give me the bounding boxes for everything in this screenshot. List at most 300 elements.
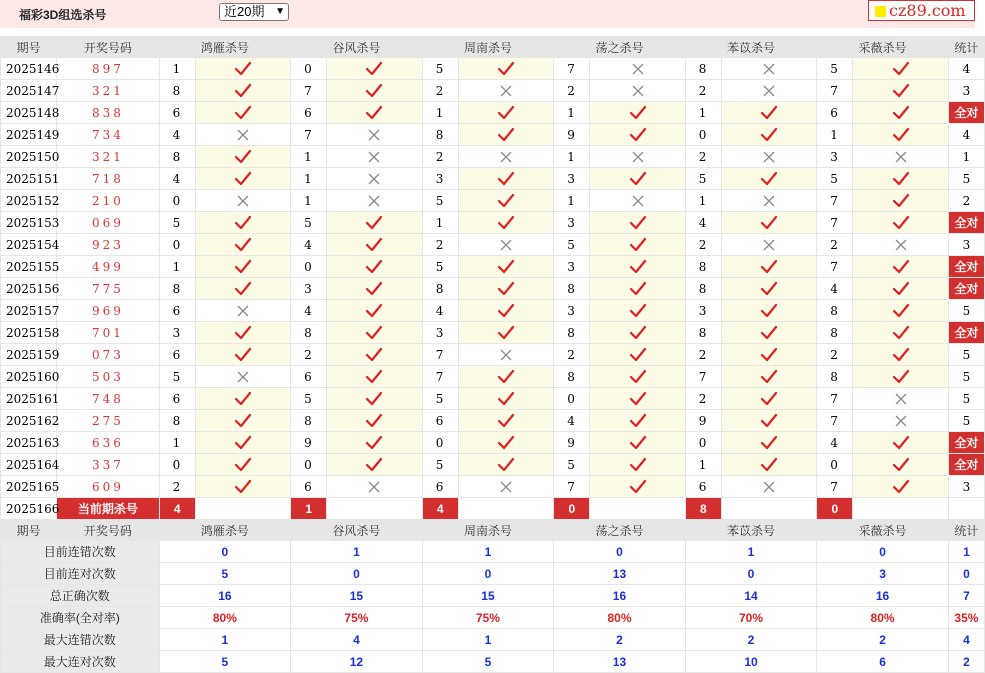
summary-stat: 7 — [948, 585, 984, 607]
kill-number: 3 — [554, 256, 590, 278]
check-icon — [327, 344, 422, 366]
cross-icon — [590, 190, 685, 212]
summary-label: 最大连对次数 — [1, 651, 160, 673]
check-icon — [721, 278, 816, 300]
kill-number: 1 — [159, 256, 195, 278]
summary-value: 1 — [422, 629, 554, 651]
summary-value: 80% — [817, 607, 949, 629]
table-row — [1, 102, 985, 124]
check-icon — [195, 322, 290, 344]
table-row — [1, 454, 985, 476]
stat-cell: 4 — [948, 124, 984, 146]
cross-icon — [721, 80, 816, 102]
check-icon — [853, 102, 948, 124]
check-icon — [853, 212, 948, 234]
empty-cell — [458, 498, 553, 520]
check-icon — [853, 124, 948, 146]
check-icon — [195, 388, 290, 410]
kill-number: 7 — [554, 58, 590, 80]
kill-number: 0 — [291, 454, 327, 476]
draw-number: 775 — [57, 278, 159, 300]
col-draw: 开奖号码 — [57, 520, 159, 541]
kill-number: 9 — [554, 124, 590, 146]
summary-value: 13 — [554, 563, 686, 585]
draw-number: 969 — [57, 300, 159, 322]
kill-number: 4 — [159, 124, 195, 146]
check-icon — [721, 256, 816, 278]
summary-stat: 1 — [948, 541, 984, 563]
summary-value: 5 — [422, 651, 554, 673]
cross-icon — [195, 124, 290, 146]
kill-number: 0 — [291, 58, 327, 80]
table-row — [1, 256, 985, 278]
issue-cell: 2025162 — [1, 410, 57, 432]
summary-stat: 4 — [948, 629, 984, 651]
cross-icon — [195, 190, 290, 212]
current-kill-number: 4 — [159, 498, 195, 520]
draw-number: 321 — [57, 146, 159, 168]
table-row — [1, 168, 985, 190]
col-expert: 谷风杀号 — [291, 37, 423, 58]
check-icon — [327, 410, 422, 432]
issue-cell: 2025166 — [1, 498, 57, 520]
summary-value: 1 — [291, 541, 423, 563]
issue-cell: 2025163 — [1, 432, 57, 454]
issue-cell: 2025148 — [1, 102, 57, 124]
kill-number: 4 — [291, 300, 327, 322]
kill-number: 0 — [422, 432, 458, 454]
kill-number: 6 — [291, 102, 327, 124]
issue-cell: 2025154 — [1, 234, 57, 256]
check-icon — [853, 80, 948, 102]
check-icon — [458, 102, 553, 124]
logo-text: cz89.com — [889, 1, 966, 20]
current-row — [1, 498, 985, 520]
table-row — [1, 124, 985, 146]
check-icon — [458, 124, 553, 146]
summary-value: 75% — [291, 607, 423, 629]
summary-row — [1, 629, 985, 651]
kill-number: 6 — [159, 344, 195, 366]
summary-value: 0 — [159, 541, 291, 563]
col-expert: 鸿雁杀号 — [159, 520, 291, 541]
summary-value: 4 — [291, 629, 423, 651]
check-icon — [327, 58, 422, 80]
check-icon — [590, 410, 685, 432]
kill-number: 2 — [817, 344, 853, 366]
summary-value: 5 — [159, 651, 291, 673]
check-icon — [853, 58, 948, 80]
check-icon — [721, 366, 816, 388]
table-row — [1, 278, 985, 300]
check-icon — [853, 432, 948, 454]
summary-value: 2 — [817, 629, 949, 651]
issue-cell: 2025157 — [1, 300, 57, 322]
summary-value: 0 — [685, 563, 817, 585]
col-expert: 谷风杀号 — [291, 520, 423, 541]
col-stat: 统计 — [948, 520, 984, 541]
kill-number: 1 — [554, 102, 590, 124]
stat-cell: 全对 — [948, 432, 984, 454]
stat-cell: 3 — [948, 80, 984, 102]
kill-number: 5 — [422, 256, 458, 278]
stat-cell: 5 — [948, 300, 984, 322]
col-expert: 鸿雁杀号 — [159, 37, 291, 58]
kill-number: 2 — [685, 146, 721, 168]
kill-number: 3 — [291, 278, 327, 300]
stat-cell: 全对 — [948, 212, 984, 234]
kill-number: 7 — [422, 344, 458, 366]
stat-cell: 全对 — [948, 256, 984, 278]
cross-icon — [458, 476, 553, 498]
kill-number: 8 — [291, 322, 327, 344]
summary-value: 0 — [291, 563, 423, 585]
check-icon — [327, 300, 422, 322]
table-row — [1, 212, 985, 234]
summary-row — [1, 541, 985, 563]
check-icon — [590, 124, 685, 146]
check-icon — [458, 300, 553, 322]
header-row — [1, 37, 985, 58]
summary-value: 75% — [422, 607, 554, 629]
summary-value: 16 — [817, 585, 949, 607]
kill-number: 5 — [422, 58, 458, 80]
kill-number: 8 — [422, 124, 458, 146]
cross-icon — [327, 190, 422, 212]
summary-label: 目前连对次数 — [1, 563, 160, 585]
col-expert: 苯苡杀号 — [685, 37, 817, 58]
cross-icon — [458, 80, 553, 102]
draw-number: 748 — [57, 388, 159, 410]
check-icon — [721, 124, 816, 146]
cross-icon — [853, 146, 948, 168]
current-kill-number: 4 — [422, 498, 458, 520]
kill-number: 5 — [291, 388, 327, 410]
stat-cell: 全对 — [948, 278, 984, 300]
table-row — [1, 58, 985, 80]
issue-cell: 2025151 — [1, 168, 57, 190]
col-issue: 期号 — [1, 37, 57, 58]
check-icon — [195, 278, 290, 300]
stat-cell: 5 — [948, 410, 984, 432]
check-icon — [721, 300, 816, 322]
summary-value: 1 — [422, 541, 554, 563]
check-icon — [195, 410, 290, 432]
kill-number: 3 — [422, 322, 458, 344]
check-icon — [721, 168, 816, 190]
check-icon — [327, 80, 422, 102]
summary-value: 1 — [159, 629, 291, 651]
cross-icon — [195, 300, 290, 322]
stat-cell: 5 — [948, 344, 984, 366]
check-icon — [853, 322, 948, 344]
kill-number: 7 — [291, 80, 327, 102]
kill-number: 4 — [291, 234, 327, 256]
summary-value: 0 — [817, 541, 949, 563]
draw-number: 503 — [57, 366, 159, 388]
issue-cell: 2025159 — [1, 344, 57, 366]
check-icon — [327, 432, 422, 454]
kill-number: 0 — [817, 454, 853, 476]
table-row — [1, 234, 985, 256]
kill-number: 5 — [422, 454, 458, 476]
kill-number-table — [0, 36, 985, 673]
cross-icon — [721, 476, 816, 498]
kill-number: 7 — [817, 212, 853, 234]
kill-number: 1 — [685, 190, 721, 212]
kill-number: 1 — [291, 190, 327, 212]
kill-number: 2 — [685, 234, 721, 256]
cross-icon — [853, 234, 948, 256]
period-select[interactable] — [219, 3, 289, 21]
check-icon — [853, 476, 948, 498]
check-icon — [590, 454, 685, 476]
check-icon — [590, 388, 685, 410]
check-icon — [195, 212, 290, 234]
col-expert: 苯苡杀号 — [685, 520, 817, 541]
draw-number: 210 — [57, 190, 159, 212]
kill-number: 1 — [685, 102, 721, 124]
col-draw: 开奖号码 — [57, 37, 159, 58]
summary-value: 70% — [685, 607, 817, 629]
summary-value: 3 — [817, 563, 949, 585]
summary-label: 最大连错次数 — [1, 629, 160, 651]
issue-cell: 2025165 — [1, 476, 57, 498]
kill-number: 0 — [159, 454, 195, 476]
kill-number: 1 — [422, 102, 458, 124]
empty-cell — [721, 498, 816, 520]
kill-number: 9 — [291, 432, 327, 454]
issue-cell: 2025147 — [1, 80, 57, 102]
cross-icon — [721, 146, 816, 168]
summary-row — [1, 563, 985, 585]
kill-number: 5 — [422, 190, 458, 212]
kill-number: 8 — [685, 322, 721, 344]
summary-value: 14 — [685, 585, 817, 607]
stat-cell: 5 — [948, 366, 984, 388]
table-row — [1, 146, 985, 168]
kill-number: 4 — [817, 432, 853, 454]
kill-number: 5 — [422, 388, 458, 410]
issue-cell: 2025153 — [1, 212, 57, 234]
kill-number: 2 — [422, 146, 458, 168]
kill-number: 3 — [554, 212, 590, 234]
check-icon — [327, 388, 422, 410]
check-icon — [327, 234, 422, 256]
kill-number: 4 — [554, 410, 590, 432]
draw-number: 337 — [57, 454, 159, 476]
summary-row — [1, 607, 985, 629]
stat-cell: 1 — [948, 146, 984, 168]
cross-icon — [721, 58, 816, 80]
cross-icon — [327, 146, 422, 168]
kill-number: 6 — [159, 388, 195, 410]
kill-number: 5 — [291, 212, 327, 234]
kill-number: 0 — [291, 256, 327, 278]
issue-cell: 2025149 — [1, 124, 57, 146]
kill-number: 4 — [159, 168, 195, 190]
col-expert: 采薇杀号 — [817, 520, 949, 541]
check-icon — [458, 388, 553, 410]
table-row — [1, 190, 985, 212]
cross-icon — [590, 80, 685, 102]
check-icon — [853, 278, 948, 300]
kill-number: 2 — [291, 344, 327, 366]
check-icon — [458, 410, 553, 432]
check-icon — [458, 58, 553, 80]
check-icon — [590, 366, 685, 388]
kill-number: 8 — [554, 278, 590, 300]
issue-cell: 2025146 — [1, 58, 57, 80]
check-icon — [590, 344, 685, 366]
check-icon — [853, 256, 948, 278]
kill-number: 2 — [685, 80, 721, 102]
summary-label: 目前连错次数 — [1, 541, 160, 563]
kill-number: 1 — [554, 190, 590, 212]
cross-icon — [195, 366, 290, 388]
empty-cell — [948, 498, 984, 520]
draw-number: 897 — [57, 58, 159, 80]
summary-value: 0 — [422, 563, 554, 585]
draw-number: 923 — [57, 234, 159, 256]
check-icon — [195, 344, 290, 366]
check-icon — [590, 212, 685, 234]
check-icon — [327, 366, 422, 388]
check-icon — [195, 146, 290, 168]
kill-number: 5 — [817, 168, 853, 190]
kill-number: 0 — [685, 432, 721, 454]
draw-number: 734 — [57, 124, 159, 146]
draw-number: 321 — [57, 80, 159, 102]
check-icon — [721, 344, 816, 366]
kill-number: 4 — [422, 300, 458, 322]
check-icon — [458, 212, 553, 234]
kill-number: 2 — [685, 344, 721, 366]
check-icon — [853, 344, 948, 366]
kill-number: 2 — [159, 476, 195, 498]
summary-row — [1, 651, 985, 673]
kill-number: 0 — [554, 388, 590, 410]
table-row — [1, 300, 985, 322]
check-icon — [853, 190, 948, 212]
check-icon — [195, 234, 290, 256]
draw-number: 636 — [57, 432, 159, 454]
summary-value: 15 — [291, 585, 423, 607]
kill-number: 8 — [685, 58, 721, 80]
check-icon — [590, 256, 685, 278]
draw-number: 718 — [57, 168, 159, 190]
kill-number: 8 — [554, 322, 590, 344]
table-row — [1, 366, 985, 388]
summary-stat: 2 — [948, 651, 984, 673]
table-row — [1, 344, 985, 366]
col-expert: 采薇杀号 — [817, 37, 949, 58]
kill-number: 7 — [817, 80, 853, 102]
cross-icon — [458, 146, 553, 168]
kill-number: 0 — [685, 124, 721, 146]
check-icon — [458, 190, 553, 212]
kill-number: 2 — [554, 344, 590, 366]
check-icon — [458, 278, 553, 300]
kill-number: 3 — [817, 146, 853, 168]
issue-cell: 2025155 — [1, 256, 57, 278]
kill-number: 5 — [554, 454, 590, 476]
summary-stat: 35% — [948, 607, 984, 629]
col-expert: 周南杀号 — [422, 37, 554, 58]
kill-number: 8 — [817, 322, 853, 344]
site-logo[interactable] — [868, 0, 975, 21]
check-icon — [590, 234, 685, 256]
check-icon — [195, 476, 290, 498]
check-icon — [721, 102, 816, 124]
stat-cell: 3 — [948, 234, 984, 256]
stat-cell: 全对 — [948, 322, 984, 344]
kill-number: 8 — [817, 300, 853, 322]
check-icon — [853, 366, 948, 388]
kill-number: 1 — [159, 58, 195, 80]
summary-label: 总正确次数 — [1, 585, 160, 607]
issue-cell: 2025164 — [1, 454, 57, 476]
table-row — [1, 80, 985, 102]
check-icon — [327, 256, 422, 278]
kill-number: 1 — [159, 432, 195, 454]
kill-number: 2 — [817, 234, 853, 256]
kill-number: 8 — [159, 80, 195, 102]
kill-number: 8 — [817, 366, 853, 388]
kill-number: 7 — [817, 476, 853, 498]
draw-number: 609 — [57, 476, 159, 498]
check-icon — [721, 454, 816, 476]
summary-value: 2 — [685, 629, 817, 651]
col-stat: 统计 — [948, 37, 984, 58]
check-icon — [853, 300, 948, 322]
summary-value: 80% — [159, 607, 291, 629]
check-icon — [721, 322, 816, 344]
check-icon — [590, 432, 685, 454]
summary-value: 0 — [554, 541, 686, 563]
kill-number: 1 — [422, 212, 458, 234]
check-icon — [195, 454, 290, 476]
cross-icon — [327, 168, 422, 190]
kill-number: 3 — [554, 300, 590, 322]
summary-value: 15 — [422, 585, 554, 607]
stat-cell: 4 — [948, 58, 984, 80]
page-title: 福彩3D组选杀号 — [19, 8, 107, 22]
kill-number: 9 — [554, 432, 590, 454]
check-icon — [195, 58, 290, 80]
issue-cell: 2025160 — [1, 366, 57, 388]
kill-number: 7 — [422, 366, 458, 388]
kill-number: 7 — [817, 388, 853, 410]
kill-number: 7 — [817, 410, 853, 432]
draw-number: 701 — [57, 322, 159, 344]
kill-number: 4 — [685, 212, 721, 234]
kill-number: 1 — [817, 124, 853, 146]
col-expert: 周南杀号 — [422, 520, 554, 541]
current-kill-number: 0 — [817, 498, 853, 520]
table-row — [1, 432, 985, 454]
cross-icon — [327, 124, 422, 146]
check-icon — [195, 102, 290, 124]
check-icon — [327, 212, 422, 234]
chevron-down-icon: ▼ — [275, 6, 285, 17]
kill-number: 5 — [554, 234, 590, 256]
stat-cell: 全对 — [948, 102, 984, 124]
summary-value: 16 — [159, 585, 291, 607]
kill-number: 3 — [685, 300, 721, 322]
kill-number: 2 — [422, 234, 458, 256]
col-issue: 期号 — [1, 520, 57, 541]
